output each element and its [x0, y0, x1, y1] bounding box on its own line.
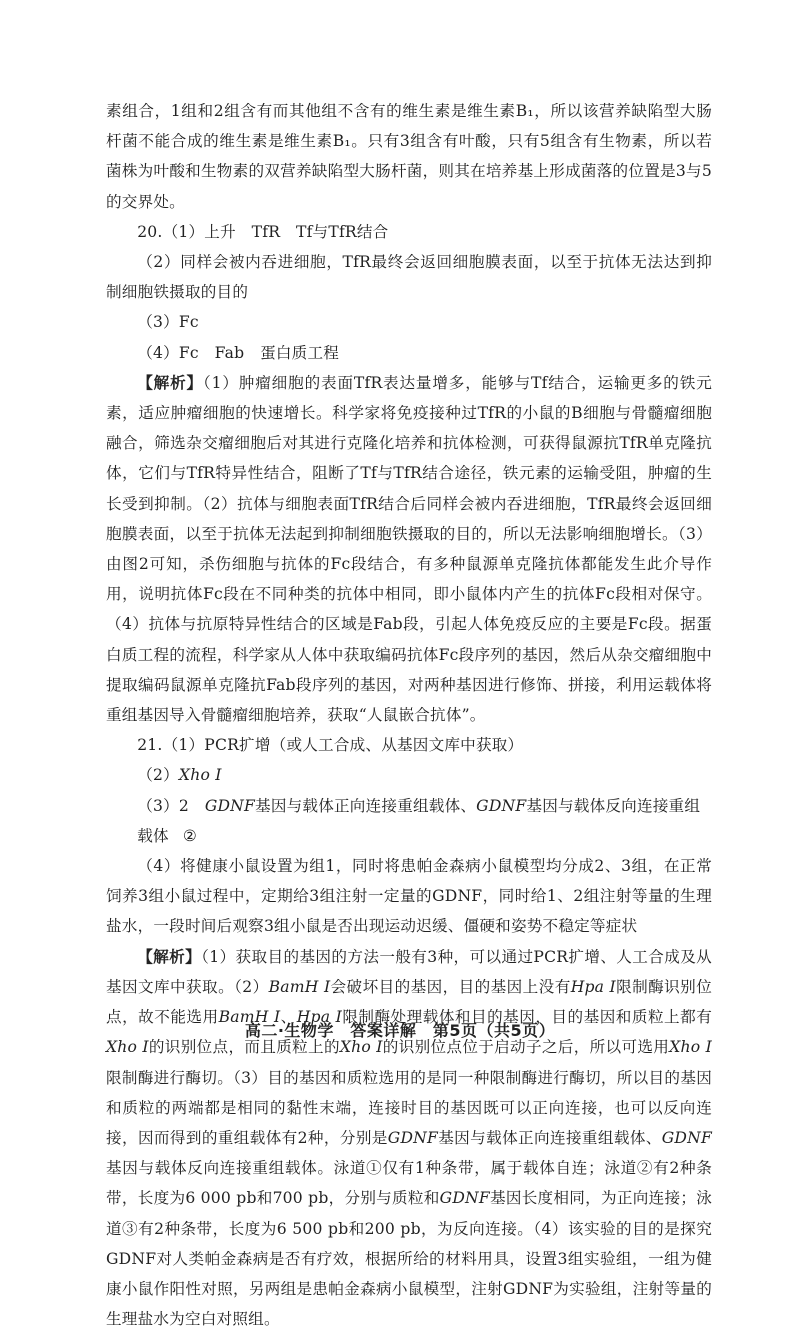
q21-analysis-text: 限制酶处理载体和目的基因，目的基因和质粒上都有 — [342, 1008, 712, 1027]
q21-answer-4: （4）将健康小鼠设置为组1，同时将患帕金森病小鼠模型均分成2、3组，在正常饲养3组小鼠过程中，定期给3组注射一定量的GDNF，同时给1、2组注射等量的生理盐水，一段时间后观察3组小鼠是否出现运动迟缓、僵硬和姿势不稳定等症状 — [106, 857, 712, 936]
q21-answer-1: 21.（1）PCR扩增（或人工合成、从基因文库中获取） — [137, 736, 524, 755]
q21-analysis-text: 的识别位点，而且质粒上的 — [148, 1038, 340, 1057]
enzyme-hpa: Hpa Ⅰ — [296, 1008, 343, 1027]
q21-analysis-text: （1）获取目的基因的方法一般有3种，可以通过PCR扩增、人工合成及从基因文库中获取。（2） — [106, 947, 712, 996]
q21-analysis-text: 限制酶识别位点，故不能选用 — [106, 977, 712, 1027]
q21-analysis-text: 会破坏目的基因，目的基因上没有 — [330, 977, 571, 996]
gene-name: GDNF — [476, 796, 527, 815]
enzyme-xho: Xho Ⅰ — [106, 1038, 149, 1057]
enzyme-bamh: BamH Ⅰ — [268, 977, 331, 996]
continuation-paragraph: 素组合，1组和2组含有而其他组不含有的维生素是维生素B₁，所以该营养缺陷型大肠杆菌不能合成的维生素是维生素B₁。只有3组含有叶酸，只有5组含有生物素，所以若菌株为叶酸和生物素的双营养缺陷型大肠杆菌，则其在培养基上形成菌落的位置是3与5的交界处。 — [106, 102, 712, 211]
q20-analysis-text: （1）肿瘤细胞的表面TfR表达量增多，能够与Tf结合，运输更多的铁元素，适应肿瘤细胞的快速增长。科学家将免疫接种过TfR的小鼠的B细胞与骨髓瘤细胞融合，筛选杂交瘤细胞后对其进行克隆化培养和抗体检测，可获得鼠源抗TfR单克隆抗体，它们与TfR特异性结合，阻断了Tf与TfR结合途径，铁元素的运输受阻，肿瘤的生长受到抑制。（2）抗体与细胞表面TfR结合后同样会被内吞进细胞，TfR最终会返回细胞膜表面，以至于抗体无法起到抑制细胞铁摄取的目的，所以无法影响细胞增长。（3）由图2可知，杀伤细胞与抗体的Fc段结合，有多种鼠源单克隆抗体都能发生此介导作用，说明抗体Fc段在不同种类的抗体中相同，即小鼠体内产生的抗体Fc段相对保守。（4）抗体与抗原特异性结合的区域是Fab段，引起人体免疫反应的主要是Fc段。据蛋白质工程的流程，科学家从人体中获取编码抗体Fc段序列的基因，然后从杂交瘤细胞中提取编码鼠源单克隆抗Fab段序列的基因，对两种基因进行修饰、拼接，利用运载体将重组基因导入骨髓瘤细胞培养，获取“人鼠嵌合抗体”。 — [106, 373, 712, 725]
enzyme-bamh: BamH Ⅰ — [218, 1008, 281, 1027]
analysis-tag: 【解析】 — [137, 372, 203, 392]
analysis-tag: 【解析】 — [137, 946, 202, 966]
xho-enzyme: Xho Ⅰ — [178, 766, 222, 785]
q21-analysis-text: 基因与载体反向连接重组载体。泳道①仅有1种条带，属于载体自连；泳道②有2种条带，长度为6 000 pb和700 pb，分别与质粒和 — [106, 1159, 712, 1208]
q21-analysis-text: 的识别位点位于启动子之后，所以可选用 — [382, 1038, 670, 1057]
q20-answer-2: （2）同样会被内吞进细胞，TfR最终会返回细胞膜表面，以至于抗体无法达到抑制细胞铁摄取的目的 — [106, 253, 712, 302]
q20-answer-3: （3）Fc — [137, 313, 199, 332]
q21-answer-3-prefix: （3）2 — [137, 796, 205, 815]
q21-answer-2-prefix: （2） — [137, 766, 179, 785]
gene-name: GDNF — [439, 1189, 490, 1208]
q21-answer-2 — [106, 760, 712, 790]
gene-name: GDNF — [661, 1128, 712, 1147]
q21-answer-3-mid: 基因与载体正向连接重组载体、 — [255, 796, 477, 815]
q21-analysis-text: 限制酶进行酶切。（3）目的基因和质粒选用的是同一种限制酶进行酶切，所以目的基因和质粒的两端都是相同的黏性末端，连接时目的基因既可以正向连接，也可以反向连接，因而得到的重组载体有2种，分别是 — [106, 1068, 712, 1147]
page-footer: 高二·生物学 答案详解 第5页（共5页） — [244, 1021, 556, 1040]
enzyme-hpa: Hpa Ⅰ — [570, 977, 617, 996]
q20-analysis — [106, 368, 712, 730]
gene-name: GDNF — [204, 796, 256, 815]
enzyme-xho: Xho Ⅰ — [339, 1038, 383, 1057]
q21-analysis-text: 基因长度相同，为正向连接；泳道③有2种条带，长度为6 500 pb和200 pb，为反向连接。（4）该实验的目的是探究GDNF对人类帕金森病是否有疗效，根据所给的材料用具，设置3组实验组，一组为健康小鼠作阳性对照，另两组是患帕金森病小鼠模型，注射GDNF为实验组，注射等量的生理盐水为空白对照组。 — [106, 1189, 712, 1329]
q20-answer-4: （4）Fc Fab 蛋白质工程 — [137, 343, 340, 362]
q21-answer-3-end: 基因与载体反向连接重组载体 — [137, 796, 701, 845]
enzyme-xho: Xho Ⅰ — [669, 1038, 712, 1057]
q21-analysis-text: 基因与载体正向连接重组载体、 — [438, 1128, 662, 1147]
separator: 、 — [280, 1008, 297, 1027]
q20-answer-1: 20.（1）上升 TfR Tf与TfR结合 — [137, 222, 389, 241]
q21-analysis — [106, 942, 712, 1334]
lane-number: ② — [182, 826, 197, 845]
gene-name: GDNF — [387, 1128, 439, 1147]
q21-answer-3 — [106, 791, 712, 851]
